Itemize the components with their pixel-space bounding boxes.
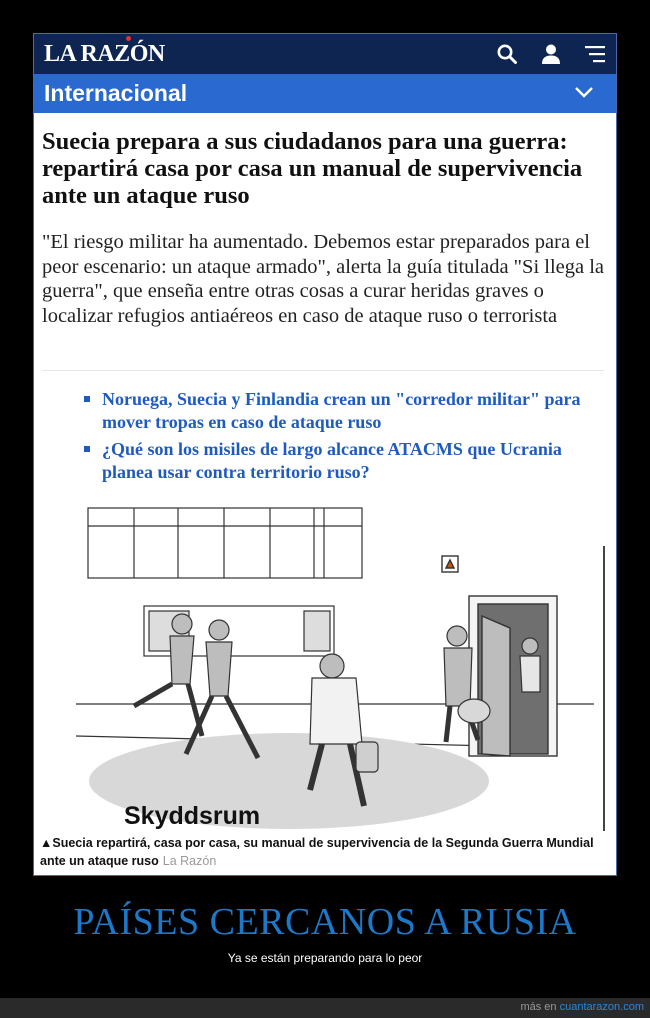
footer-link[interactable]: cuantarazon.com	[559, 1001, 644, 1013]
search-icon[interactable]	[492, 40, 522, 68]
footer-prefix: más en	[520, 1001, 560, 1013]
bullet-icon	[84, 446, 90, 452]
related-link[interactable]	[84, 438, 604, 484]
site-logo[interactable]: LA RAZÓN	[44, 41, 165, 67]
related-link-label: ¿Qué son los misiles de largo alcance ATACMS que Ucrania planea usar contra territorio ruso?	[102, 439, 562, 482]
caption-text: ▲Suecia repartirá, casa por casa, su manual de supervivencia de la Segunda Guerra Mundial ante un ataque ruso	[40, 836, 594, 868]
image-caption	[40, 834, 612, 870]
article-headline: Suecia prepara a sus ciudadanos para una guerra: repartirá casa por casa un manual de supervivencia ante un ataque ruso	[42, 128, 583, 209]
article-screenshot	[33, 33, 617, 876]
article-lead: "El riesgo militar ha aumentado. Debemos estar preparados para el peor escenario: un ataque armado", alerta la guía titulada "Si llega la guerra", que enseña entre otras cosas a curar heridas graves o localizar refugios antiaéreos en caso de ataque ruso o terrorista	[42, 231, 605, 327]
meme-title: PAÍSES CERCANOS A RUSIA	[73, 901, 577, 943]
related-link[interactable]	[84, 388, 604, 434]
related-link-label: Noruega, Suecia y Finlandia crean un "corredor militar" para mover tropas en caso de ataque ruso	[102, 389, 581, 432]
related-links	[84, 388, 604, 488]
bullet-icon	[84, 396, 90, 402]
footer-bar	[0, 998, 650, 1018]
divider	[42, 370, 604, 371]
shelter-sign-text: Skyddsrum	[124, 802, 261, 830]
caption-source: La Razón	[162, 854, 217, 868]
logo-accent-dot	[126, 36, 131, 41]
meme-subtitle: Ya se están preparando para lo peor	[227, 951, 423, 965]
hamburger-menu-icon[interactable]	[580, 40, 610, 68]
section-title: Internacional	[44, 80, 188, 106]
footer-text	[520, 1001, 644, 1013]
user-icon[interactable]	[536, 40, 566, 68]
article-illustration	[74, 506, 606, 831]
site-header	[34, 34, 616, 74]
chevron-down-icon[interactable]	[574, 84, 594, 105]
section-bar[interactable]	[34, 74, 616, 113]
